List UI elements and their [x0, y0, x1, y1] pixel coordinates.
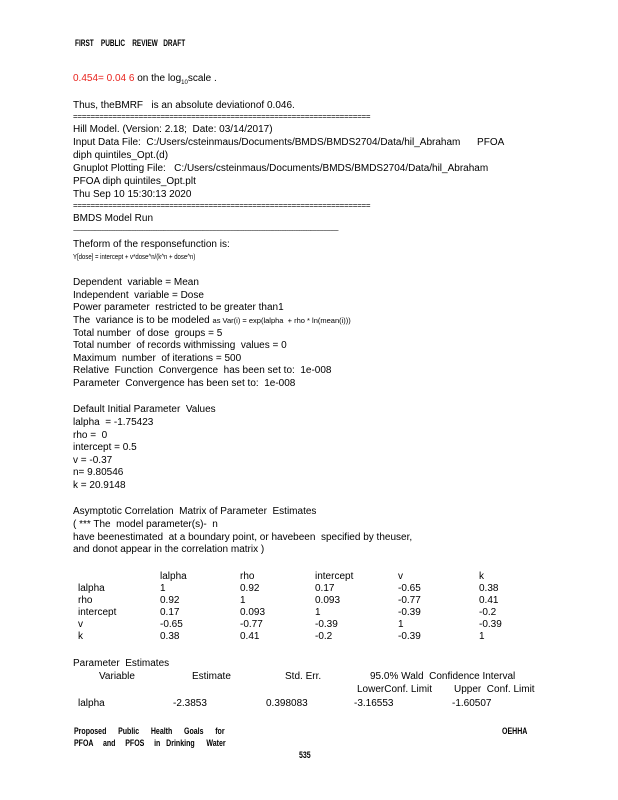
total-missing-records: Total number of records withmissing values = 0: [73, 340, 287, 351]
pe-lower-header: LowerConf. Limit: [357, 684, 433, 695]
default-param-lalpha: lalpha = -1.75423: [73, 417, 154, 428]
power-restriction: Power parameter restricted to be greater than1: [73, 302, 284, 313]
corr-col-v: v: [398, 571, 403, 582]
corr-cell: 1: [479, 631, 485, 642]
total-dose-groups: Total number of dose groups = 5: [73, 328, 223, 339]
corr-cell: 1: [240, 595, 246, 606]
pe-row-estimate: -2.3853: [173, 698, 207, 709]
correlation-row: [75, 619, 545, 630]
corr-row-label: lalpha: [78, 583, 105, 594]
param-estimates-title: Parameter Estimates: [73, 658, 170, 669]
draft-header: FIRST PUBLIC REVIEW DRAFT: [75, 38, 186, 48]
bmrf-statement: Thus, theBMRF is an absolute deviationof 0.046.: [73, 100, 295, 111]
corr-cell: 0.38: [479, 583, 499, 594]
default-param-n: n= 9.80546: [73, 467, 124, 478]
parameter-convergence: Parameter Convergence has been set to: 1e-008: [73, 378, 296, 389]
corr-row-label: k: [78, 631, 83, 642]
corr-cell: 1: [160, 583, 166, 594]
corr-cell: 0.093: [240, 607, 266, 618]
default-param-rho: rho = 0: [73, 430, 108, 441]
corr-col-lalpha: lalpha: [160, 571, 187, 582]
run-date: Thu Sep 10 15:30:13 2020: [73, 189, 192, 200]
corr-col-k: k: [479, 571, 484, 582]
correlation-note-2: have beenestimated at a boundary point, or havebeen specified by theuser,: [73, 532, 413, 543]
bmds-run-title: BMDS Model Run: [73, 213, 154, 224]
correlation-row: [75, 595, 545, 606]
input-file-line-1: Input Data File: C:/Users/csteinmaus/Documents/BMDS/BMDS2704/Data/hil_Abraham PFOA: [73, 137, 505, 148]
pe-row-upper: -1.60507: [452, 698, 492, 709]
corr-cell: 0.093: [315, 595, 341, 606]
correlation-note-3: and donot appear in the correlation matrix ): [73, 544, 265, 555]
corr-cell: 1: [398, 619, 404, 630]
response-formula: Y[dose] = intercept + v*dose^n/(k^n + dose^n): [73, 252, 196, 261]
corr-row-label: intercept: [78, 607, 117, 618]
corr-cell: -0.39: [315, 619, 338, 630]
corr-cell: 0.38: [160, 631, 180, 642]
corr-cell: -0.2: [315, 631, 333, 642]
corr-row-label: v: [78, 619, 83, 630]
gnuplot-file-line-1: Gnuplot Plotting File: C:/Users/csteinmaus/Documents/BMDS/BMDS2704/Data/hil_Abraham: [73, 163, 489, 174]
correlation-header-row: [75, 571, 545, 582]
pe-ci-header: 95.0% Wald Confidence Interval: [370, 671, 516, 682]
bmr-end: scale .: [187, 73, 217, 84]
footer-title-line-1: Proposed Public Health Goals for: [74, 726, 225, 736]
input-file-line-2: diph quintiles_Opt.(d): [73, 150, 169, 161]
response-form-label: Theform of the responsefunction is:: [73, 239, 230, 250]
corr-cell: 0.17: [315, 583, 335, 594]
gnuplot-file-line-2: PFOA diph quintiles_Opt.plt: [73, 176, 196, 187]
corr-cell: -0.65: [398, 583, 421, 594]
pe-variable-header: Variable: [99, 671, 135, 682]
corr-cell: -0.77: [398, 595, 421, 606]
relative-convergence: Relative Function Convergence has been set to: 1e-008: [73, 365, 332, 376]
separator-1: ====================================================================: [73, 112, 371, 121]
corr-cell: 0.92: [160, 595, 180, 606]
correlation-note-1: ( *** The model parameter(s)- n: [73, 519, 218, 530]
bmr-line: [73, 73, 217, 89]
variance-model: [73, 315, 351, 327]
corr-col-intercept: intercept: [315, 571, 354, 582]
corr-cell: -0.39: [479, 619, 502, 630]
pe-upper-header: Upper Conf. Limit: [454, 684, 535, 695]
bmr-text: on the log: [134, 73, 182, 84]
corr-cell: -0.77: [240, 619, 263, 630]
pe-row-variable: lalpha: [78, 698, 105, 709]
variance-formula: as Var(i) = exp(lalpha + rho * ln(mean(i))): [212, 316, 351, 325]
corr-cell: 0.41: [479, 595, 499, 606]
page-number: 535: [299, 750, 311, 760]
footer-title-line-2: PFOA and PFOS in Drinking Water: [74, 738, 226, 748]
corr-cell: -0.65: [160, 619, 183, 630]
variance-text: The variance is to be modeled: [73, 315, 213, 326]
correlation-row: [75, 583, 545, 594]
pe-row-stderr: 0.398083: [266, 698, 308, 709]
corr-cell: 1: [315, 607, 321, 618]
pe-row-lower: -3.16553: [354, 698, 394, 709]
pe-estimate-header: Estimate: [192, 671, 231, 682]
tilde-separator: ~~~~~~~~~~~~~~~~~~~~~~~~~~~~~~~~~~~~~~~~~~~~~~~~~~~~~~~~~~~~~~~~~~~~~~~~~~~~: [73, 228, 339, 235]
max-iterations: Maximum number of iterations = 500: [73, 353, 242, 364]
correlation-row: [75, 631, 545, 642]
bmr-value: 0.454= 0.04 6: [73, 73, 135, 84]
default-param-v: v = -0.37: [73, 455, 113, 466]
footer-agency: OEHHA: [502, 726, 528, 736]
corr-col-rho: rho: [240, 571, 255, 582]
dependent-variable: Dependent variable = Mean: [73, 277, 199, 288]
model-version: Hill Model. (Version: 2.18; Date: 03/14/2017): [73, 124, 273, 135]
corr-cell: 0.41: [240, 631, 260, 642]
default-param-k: k = 20.9148: [73, 480, 126, 491]
default-param-intercept: intercept = 0.5: [73, 442, 137, 453]
correlation-title: Asymptotic Correlation Matrix of Parameter Estimates: [73, 506, 317, 517]
pe-stderr-header: Std. Err.: [285, 671, 322, 682]
corr-cell: -0.39: [398, 607, 421, 618]
corr-cell: -0.2: [479, 607, 497, 618]
corr-cell: 0.92: [240, 583, 260, 594]
separator-2: ====================================================================: [73, 201, 371, 210]
default-params-title: Default Initial Parameter Values: [73, 404, 216, 415]
corr-cell: 0.17: [160, 607, 180, 618]
correlation-row: [75, 607, 545, 618]
corr-cell: -0.39: [398, 631, 421, 642]
corr-row-label: rho: [78, 595, 93, 606]
independent-variable: Independent variable = Dose: [73, 290, 204, 301]
log-subscript: 10: [181, 80, 188, 86]
